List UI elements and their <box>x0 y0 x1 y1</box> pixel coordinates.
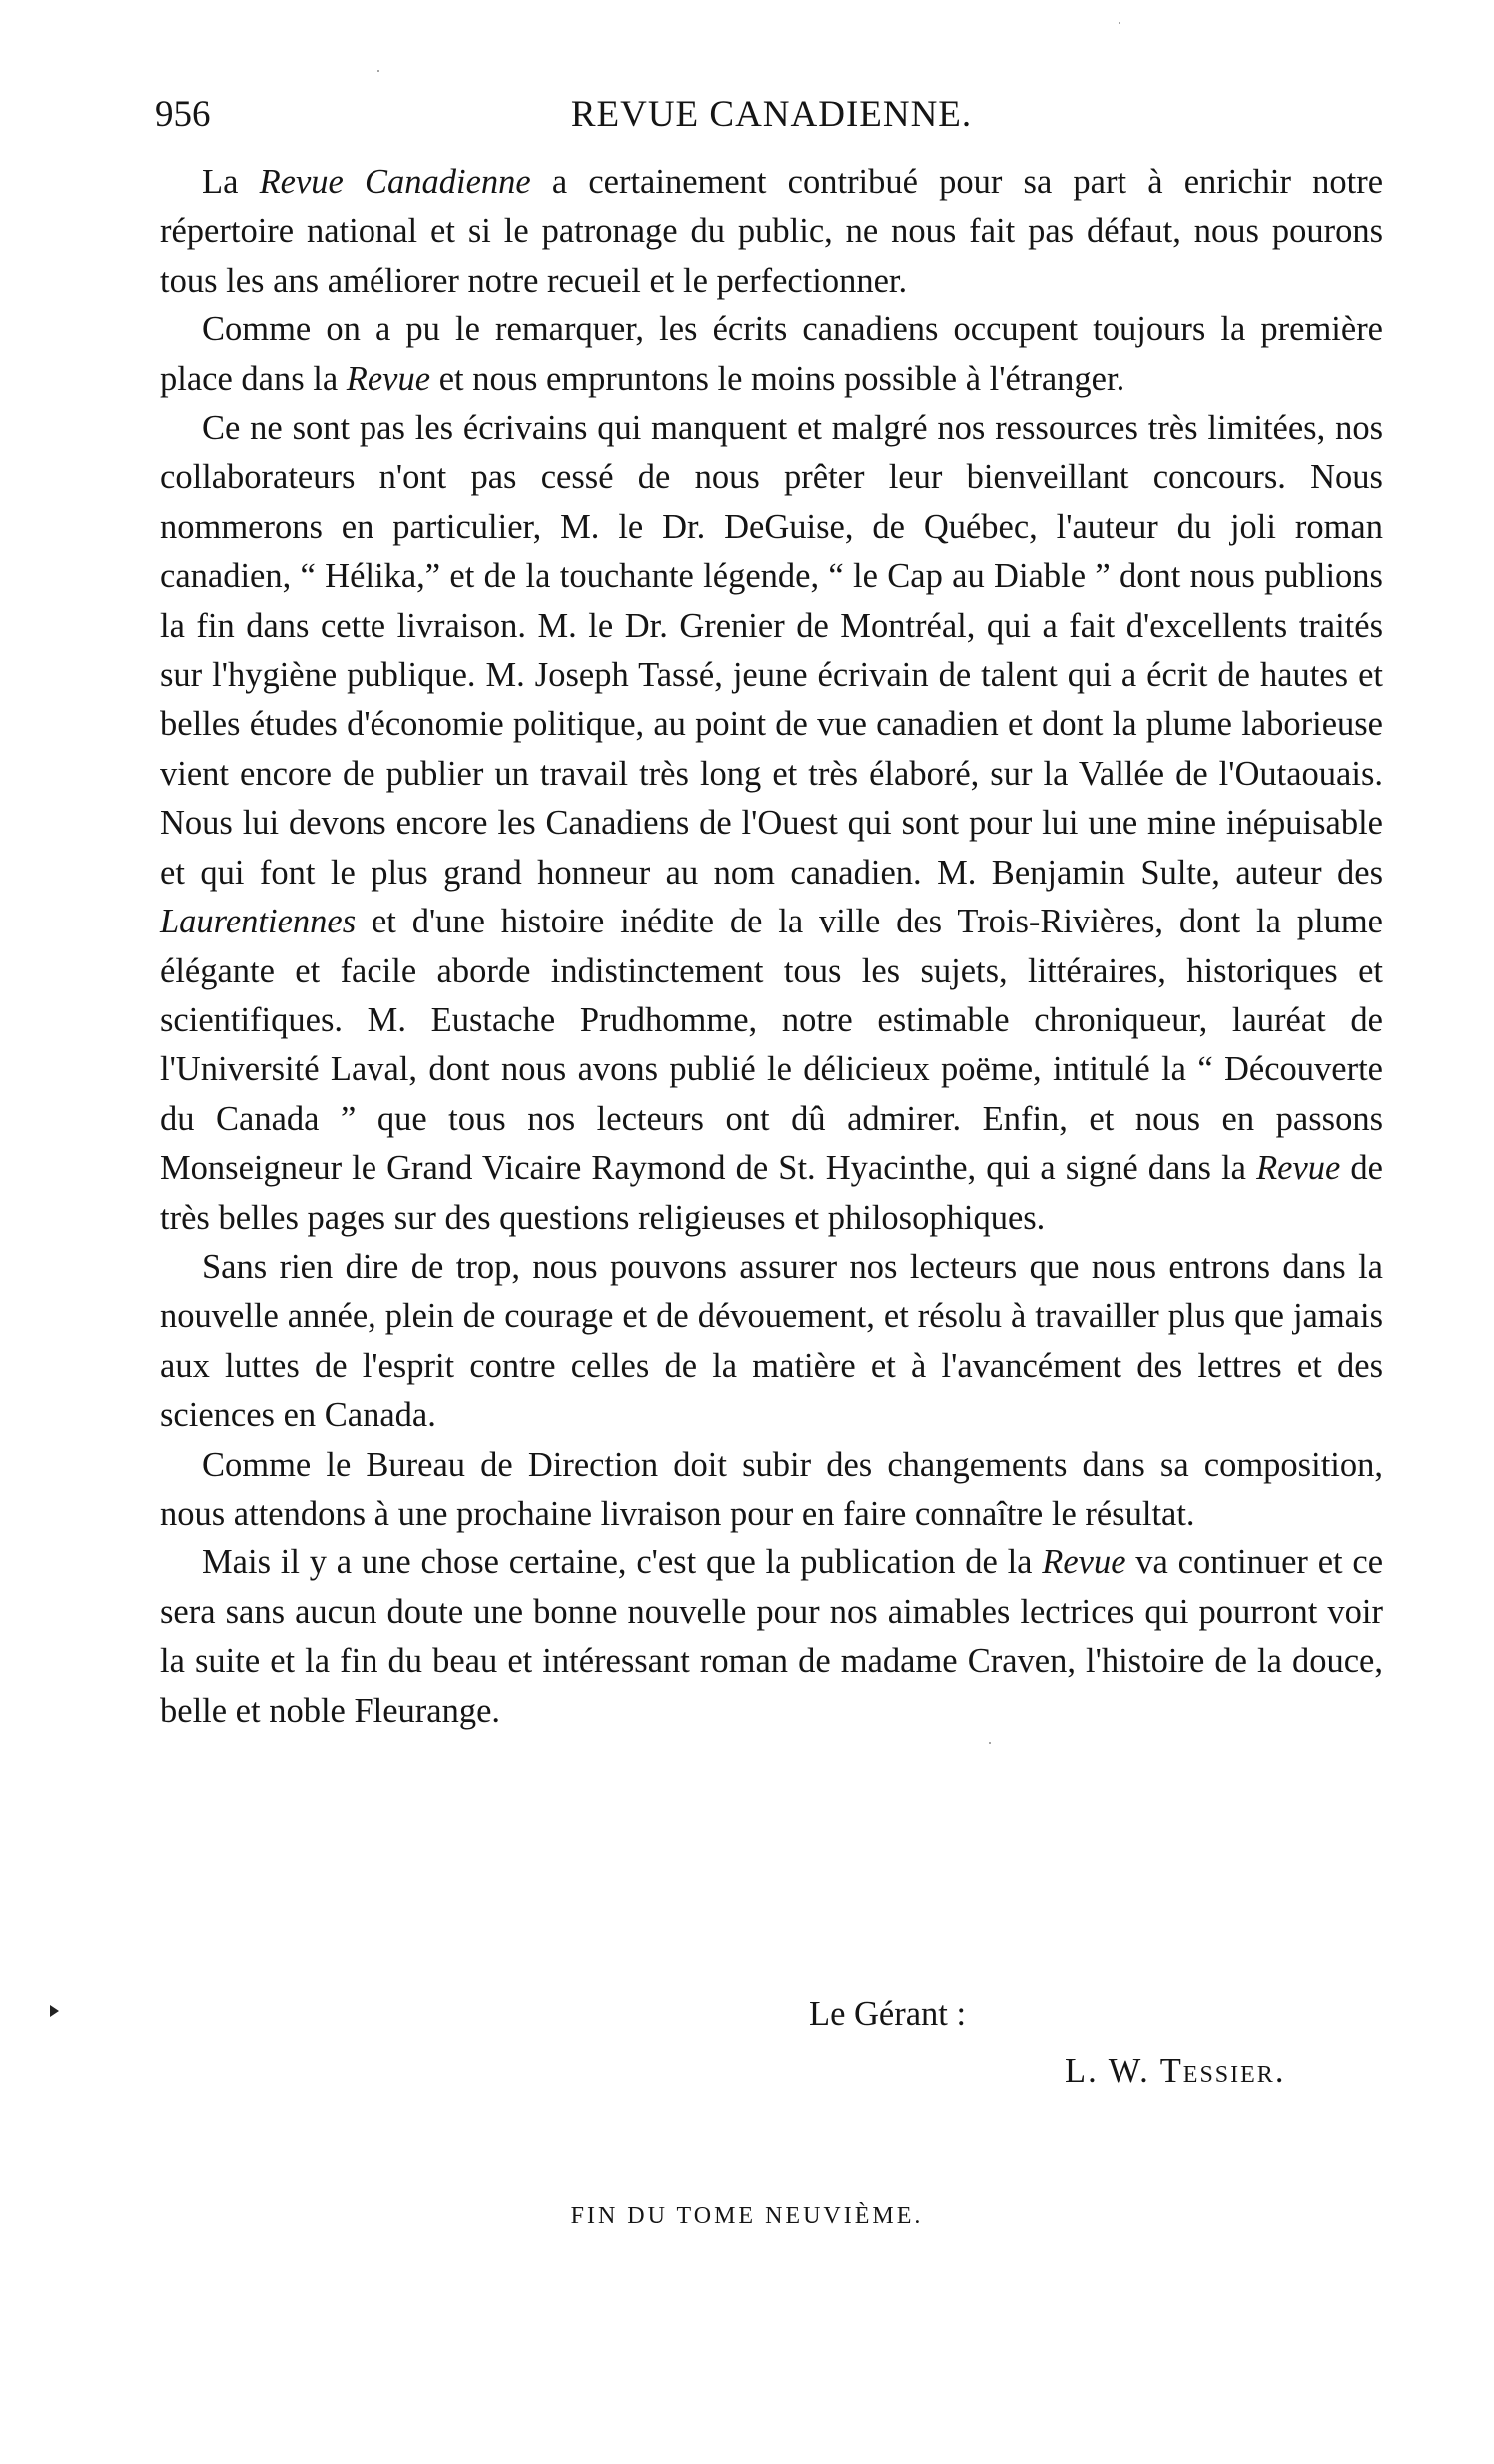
article-body <box>160 158 1383 1736</box>
paper-speck-icon <box>1119 22 1120 24</box>
italic-title-text: Revue Canadienne <box>259 163 531 201</box>
italic-title-text: Revue <box>1256 1149 1341 1188</box>
body-paragraph <box>160 1539 1383 1736</box>
signoff-label: Le Gérant : <box>809 1995 967 2033</box>
running-title: REVUE CANADIENNE. <box>570 94 973 135</box>
paper-speck-icon <box>989 1742 991 1744</box>
margin-mark-icon <box>50 2005 59 2017</box>
paragraph-text: a certainement contribué pour sa part à enrichir notre répertoire national et si le patronage du public, ne nous fait pas défaut, nous pourons tous les ans améliorer notre recueil et le perfectionner. <box>160 163 1384 300</box>
page-number: 956 <box>155 94 211 135</box>
body-paragraph <box>160 1243 1383 1441</box>
paragraph-text: va continuer et ce sera sans aucun doute une bonne nouvelle pour nos aimables lectrices qui pourront voir la suite et la fin du beau et intéressant roman de madame Craven, l'histoire de la douce, belle et noble Fleurange. <box>160 1543 1384 1730</box>
italic-title-text: Laurentiennes <box>160 903 357 941</box>
paragraph-text: Comme le Bureau de Direction doit subir des changements dans sa composition, nous attendons à une prochaine livraison pour en faire connaître le résultat. <box>160 1445 1383 1533</box>
body-paragraph <box>160 1441 1383 1540</box>
signature-name: L. W. Tessier. <box>1065 2052 1286 2090</box>
paragraph-text: La <box>202 163 260 201</box>
paragraph-text: et d'une histoire inédite de la ville des Trois-Rivières, dont la plume élégante et facile aborde indistinctement tous les sujets, littéraires, historiques et scientifiques. M. Eustache Prudhomme, notre estimable chroniqueur, lauréat de l'Université Laval, dont nous avons publié le délicieux poëme, intitulé la “ Découverte du Canada ” que tous nos lecteurs ont dû admirer. Enfin, et nous en passons Monseigneur le Grand Vicaire Raymond de St. Hyacinthe, qui a signé dans la <box>160 903 1383 1188</box>
paragraph-text: de très belles pages sur des questions religieuses et philosophiques. <box>160 1149 1383 1237</box>
paragraph-text: Comme on a pu le remarquer, les écrits canadiens occupent toujours la première place dans la <box>160 310 1383 398</box>
body-paragraph <box>160 306 1383 404</box>
end-of-volume-note: FIN DU TOME NEUVIÈME. <box>570 2203 924 2229</box>
italic-title-text: Revue <box>1042 1543 1126 1582</box>
body-paragraph <box>160 158 1383 306</box>
italic-title-text: Revue <box>346 359 431 398</box>
paragraph-text: et nous empruntons le moins possible à l'étranger. <box>430 359 1125 398</box>
page-header <box>155 90 1388 140</box>
paragraph-text: Ce ne sont pas les écrivains qui manquent et malgré nos ressources très limitées, nos collaborateurs n'ont pas cessé de nous prêter leur bienveillant concours. Nous nommerons en particulier, M. le Dr. DeGuise, de Québec, l'auteur du joli roman canadien, “ Hélika,” et de la touchante légende, “ le Cap au Diable ” dont nous publions la fin dans cette livraison. M. le Dr. Grenier de Montréal, qui a fait d'excellents traités sur l'hygiène publique. M. Joseph Tassé, jeune écrivain de talent qui a écrit de hautes et belles études d'économie politique, au point de vue canadien et dont la plume laborieuse vient encore de publier un travail très long et très élaboré, sur la Vallée de l'Outaouais. Nous lui devons encore les Canadiens de l'Ouest qui sont pour lui une mine inépuisable et qui font le plus grand honneur au nom canadien. M. Benjamin Sulte, auteur des <box>160 409 1383 892</box>
body-paragraph <box>160 404 1383 1243</box>
paper-speck-icon <box>377 70 379 72</box>
paragraph-text: Sans rien dire de trop, nous pouvons assurer nos lecteurs que nous entrons dans la nouvelle année, plein de courage et de dévouement, et résolu à travailler plus que jamais aux luttes de l'esprit contre celles de la matière et à l'avancément des lettres et des sciences en Canada. <box>160 1247 1383 1435</box>
paragraph-text: Mais il y a une chose certaine, c'est que la publication de la <box>202 1543 1043 1582</box>
